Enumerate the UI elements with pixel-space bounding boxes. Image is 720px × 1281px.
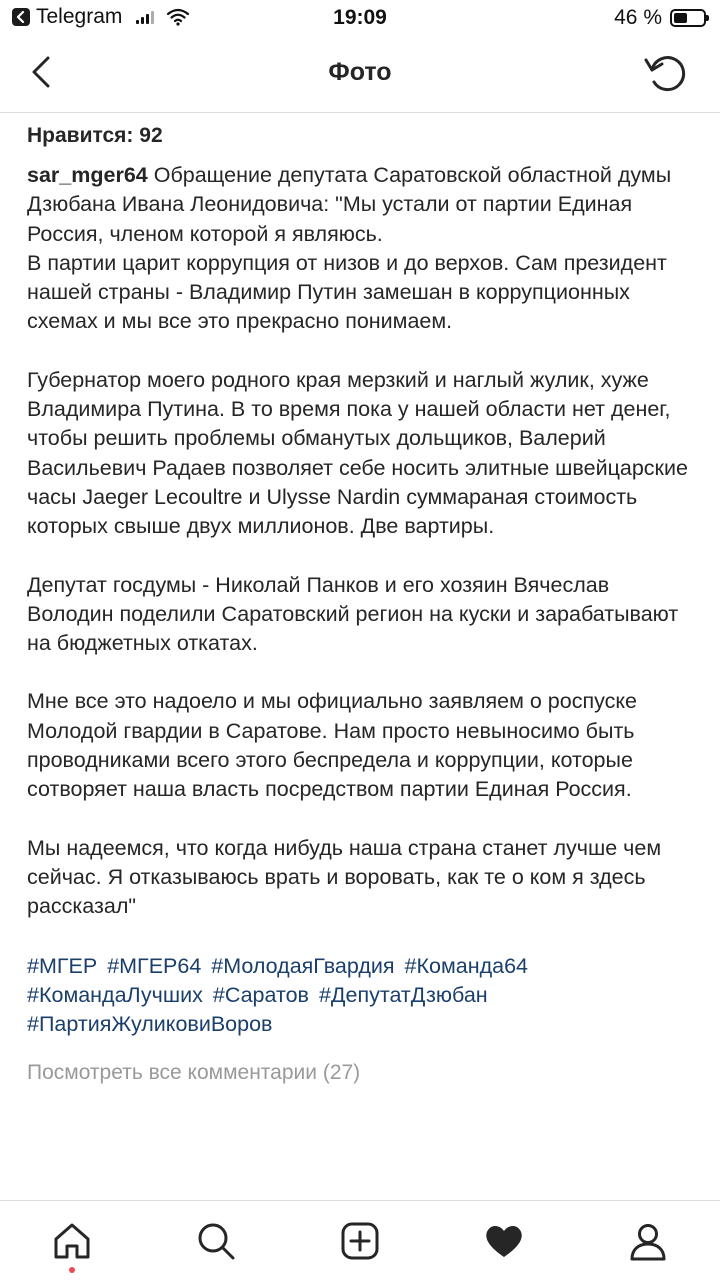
notification-dot bbox=[69, 1267, 75, 1273]
home-icon bbox=[50, 1219, 94, 1263]
battery-percentage: 46 % bbox=[614, 6, 662, 29]
activity-heart-icon bbox=[482, 1219, 526, 1263]
new-post-icon bbox=[338, 1219, 382, 1263]
hashtag-link[interactable]: #МГЕР bbox=[27, 953, 98, 978]
caption-paragraph: Депутат госдумы - Николай Панков и его хозяин Вячеслав Володин поделили Саратовский регион на куски и зарабатывают на бюджетных откатах. bbox=[27, 572, 679, 656]
caption-paragraph bbox=[27, 161, 697, 249]
paragraph-gap bbox=[27, 658, 697, 687]
tab-activity[interactable] bbox=[432, 1201, 576, 1281]
tab-profile[interactable] bbox=[576, 1201, 720, 1281]
author-username[interactable]: sar_mger64 bbox=[27, 163, 148, 187]
hashtag-link[interactable]: #МГЕР64 bbox=[107, 953, 202, 978]
likes-count[interactable]: Нравится: 92 bbox=[27, 124, 163, 147]
paragraph-gap bbox=[27, 542, 697, 571]
hashtag-link[interactable]: #ДепутатДзюбан bbox=[318, 982, 488, 1007]
post-details bbox=[27, 112, 697, 1087]
hashtag-link[interactable]: #Саратов bbox=[212, 982, 309, 1007]
hashtags bbox=[27, 952, 697, 1040]
caption-paragraph: Губернатор моего родного края мерзкий и наглый жулик, хуже Владимира Путина. В то время пока у нашей области нет денег, чтобы решить проблемы обманутых дольщиков, Валерий Васильевич Радаев позволяет себе носить элитные швейцарские часы Jaeger Lecoultre и Ulysse Nardin суммараная стоимость которых свыше двух миллионов. Две вартиры. bbox=[27, 367, 688, 539]
post-caption bbox=[27, 161, 697, 922]
refresh-icon[interactable] bbox=[640, 48, 692, 100]
tab-home[interactable] bbox=[0, 1201, 144, 1281]
back-app-name[interactable]: Telegram bbox=[36, 5, 123, 28]
battery-icon bbox=[670, 9, 706, 27]
hashtag-link[interactable]: #КомандаЛучших bbox=[27, 982, 203, 1007]
hashtag-link[interactable]: #Команда64 bbox=[404, 953, 528, 978]
tab-new-post[interactable] bbox=[288, 1201, 432, 1281]
status-time: 19:09 bbox=[333, 6, 387, 29]
hashtag-link[interactable]: #МолодаяГвардия bbox=[211, 953, 395, 978]
view-all-comments-link[interactable]: Посмотреть все комментарии (27) bbox=[27, 1061, 361, 1085]
status-bar bbox=[0, 0, 720, 38]
page-title: Фото bbox=[328, 58, 392, 86]
profile-icon bbox=[626, 1219, 670, 1263]
hashtag-link[interactable]: #ПартияЖуликовиВоров bbox=[27, 1012, 273, 1037]
caption-paragraph: Мне все это надоело и мы официально заявляем о роспуске Молодой гвардии в Саратове. Нам просто невыносимо быть проводниками всего этого беспредела и коррупции, которые сотворяет наша власть посредством партии Единая Россия. bbox=[27, 689, 637, 802]
caption-paragraph: В партии царит коррупция от низов и до верхов. Сам президент нашей страны - Владимир Путин замешан в коррупционных схемах и мы все это прекрасно понимаем. bbox=[27, 250, 667, 334]
tab-bar bbox=[0, 1200, 720, 1281]
navigation-bar bbox=[0, 38, 720, 113]
tab-search[interactable] bbox=[144, 1201, 288, 1281]
caption-text: Обращение депутата Саратовской областной думы Дзюбана Ивана Леонидовича: "Мы устали от партии Единая Россия, членом которой я являюсь. bbox=[27, 163, 672, 246]
caption-paragraph: Мы надеемся, что когда нибудь наша страна станет лучше чем сейчас. Я отказываюсь врать и воровать, как те о ком я здесь рассказал" bbox=[27, 835, 662, 919]
paragraph-gap bbox=[27, 805, 697, 834]
paragraph-gap bbox=[27, 337, 697, 366]
battery-fill bbox=[674, 13, 687, 23]
search-icon bbox=[194, 1219, 238, 1263]
status-bar-right bbox=[614, 6, 706, 30]
